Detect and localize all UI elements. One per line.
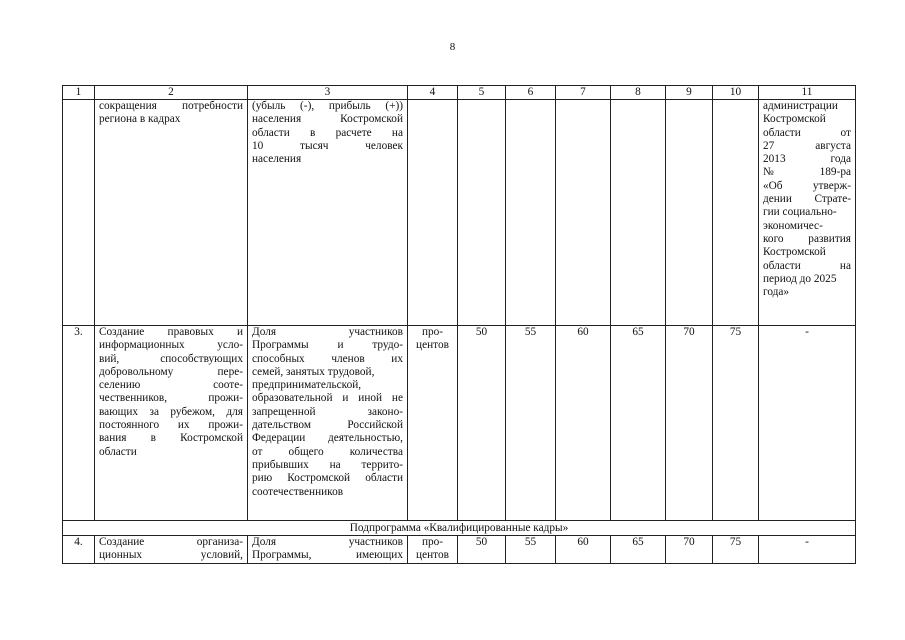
indicator-line: области в расчете на [252, 126, 403, 139]
subprogram-row [63, 521, 856, 536]
goal-line: вающих за рубежом, для [99, 405, 243, 418]
indicator-line: соотечественников [252, 485, 344, 498]
unit-cell [408, 326, 458, 521]
value-cell: 70 [666, 326, 713, 521]
value-cell: 75 [713, 536, 759, 564]
indicator-line: населения [252, 153, 302, 166]
source-line: Костромской [763, 113, 826, 126]
indicator-line: запрещенной законо- [252, 405, 403, 418]
indicator-line: дательством Российской [252, 419, 403, 432]
indicator-line: рию Костромской области [252, 472, 403, 485]
source-line: 2013 года [763, 153, 851, 166]
indicator-cell [248, 326, 408, 521]
indicator-line: предпринимательской, [252, 379, 362, 392]
indicator-line: образовательной и иной не [252, 392, 403, 405]
unit-cell [408, 100, 458, 326]
value-cell: 75 [713, 326, 759, 521]
source-line: Костромской [763, 246, 826, 259]
column-header: 5 [458, 86, 506, 100]
row-number-cell: 3. [63, 326, 95, 521]
column-header: 3 [248, 86, 408, 100]
value-cell: 50 [458, 326, 506, 521]
value-cell: 55 [506, 326, 556, 521]
subprogram-title: Подпрограмма «Квалифицированные кадры» [63, 521, 856, 536]
column-header: 1 [63, 86, 95, 100]
source-line: дении Страте- [763, 193, 851, 206]
indicator-cell [248, 100, 408, 326]
source-cell [759, 100, 856, 326]
column-header: 8 [611, 86, 666, 100]
unit-line: про- [421, 326, 444, 338]
indicator-line: прибывших на террито- [252, 458, 403, 471]
value-cell [713, 100, 759, 326]
page-number: 8 [449, 41, 456, 53]
column-number-row [63, 86, 856, 100]
source-line: период до 2025 [763, 272, 837, 285]
row-number-cell: 4. [63, 536, 95, 564]
table-row-continuation [63, 100, 856, 326]
goal-line: вания в Костромской [99, 432, 243, 445]
goal-line: области [99, 445, 137, 458]
indicator-line: Доля участников [252, 326, 403, 338]
goal-cell [95, 100, 248, 326]
value-cell: 50 [458, 536, 506, 564]
source-cell: - [759, 326, 856, 521]
indicator-line: 10 тысяч человек [252, 139, 403, 152]
goal-line: постоянного их прожи- [99, 419, 243, 432]
unit-cell [408, 536, 458, 564]
row-number-cell [63, 100, 95, 326]
indicator-line: (убыль (-), прибыль (+)) [252, 100, 403, 112]
goal-line: Создание организа- [99, 536, 243, 548]
source-line: гии социально- [763, 206, 837, 219]
indicator-line: Федерации деятельностью, [252, 432, 403, 445]
goal-line: региона в кадрах [99, 113, 181, 126]
unit-line: про- [421, 536, 444, 548]
indicator-line: Программы, имеющих [252, 549, 403, 562]
indicator-line: семей, занятых трудовой, [252, 365, 375, 378]
goal-cell [95, 536, 248, 564]
indicator-cell [248, 536, 408, 564]
unit-line: центов [416, 339, 449, 352]
value-cell: 65 [611, 326, 666, 521]
value-cell [556, 100, 611, 326]
value-cell: 60 [556, 326, 611, 521]
table-row-3 [63, 326, 856, 521]
goal-line: вий, способствующих [99, 352, 243, 365]
table-row-4 [63, 536, 856, 564]
indicator-line: Программы и трудо- [252, 339, 403, 352]
indicator-line: Доля участников [252, 536, 403, 548]
column-header: 4 [408, 86, 458, 100]
goal-cell [95, 326, 248, 521]
value-cell [666, 100, 713, 326]
value-cell: 65 [611, 536, 666, 564]
value-cell: 60 [556, 536, 611, 564]
value-cell: 55 [506, 536, 556, 564]
unit-line: центов [416, 549, 449, 562]
value-cell: 70 [666, 536, 713, 564]
indicator-line: населения Костромской [252, 113, 403, 126]
source-line: экономичес- [763, 219, 823, 232]
source-line: «Об утверж- [763, 179, 851, 192]
source-line: администрации [763, 100, 838, 112]
column-header: 6 [506, 86, 556, 100]
value-cell [506, 100, 556, 326]
value-cell [458, 100, 506, 326]
indicators-table [62, 85, 856, 564]
source-line: кого развития [763, 232, 851, 245]
source-line: № 189-ра [763, 166, 851, 179]
goal-line: добровольному пере- [99, 365, 243, 378]
goal-line: Создание правовых и [99, 326, 243, 338]
indicator-line: способных членов их [252, 352, 403, 365]
column-header: 11 [759, 86, 856, 100]
indicator-line: от общего количества [252, 445, 403, 458]
goal-line: ционных условий, [99, 549, 243, 562]
goal-line: сокращения потребности [99, 100, 243, 112]
source-line: года» [763, 286, 790, 299]
goal-line: селению соотe- [99, 379, 243, 392]
source-line: 27 августа [763, 139, 851, 152]
column-header: 9 [666, 86, 713, 100]
source-line: области от [763, 126, 851, 139]
source-cell: - [759, 536, 856, 564]
column-header: 7 [556, 86, 611, 100]
column-header: 2 [95, 86, 248, 100]
goal-line: информационных усло- [99, 339, 243, 352]
source-line: области на [763, 259, 851, 272]
column-header: 10 [713, 86, 759, 100]
goal-line: чественников, прожи- [99, 392, 243, 405]
value-cell [611, 100, 666, 326]
